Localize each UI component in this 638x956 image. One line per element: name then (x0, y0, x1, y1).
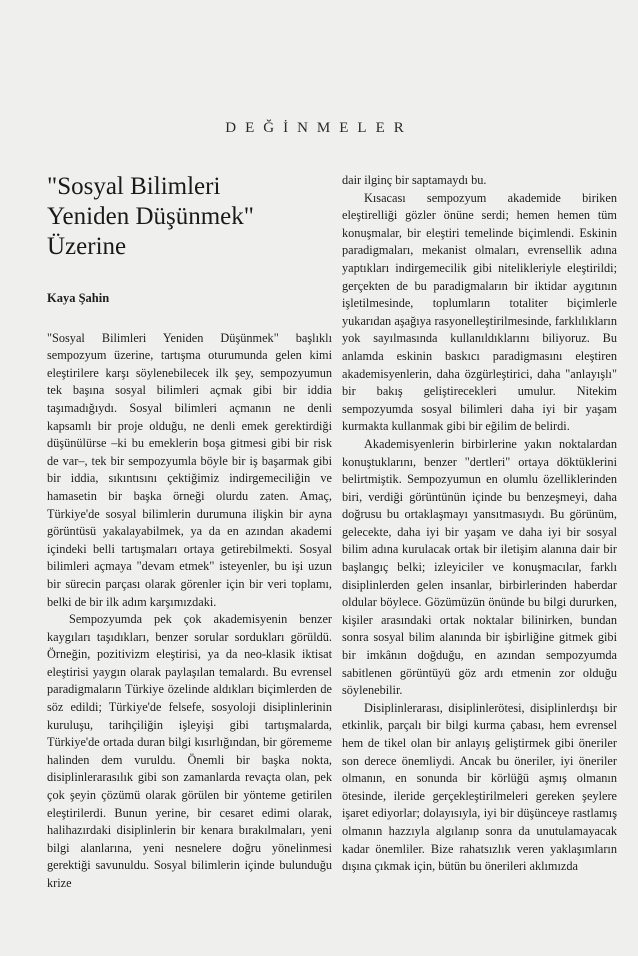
body-paragraph: dair ilginç bir saptamaydı bu. (342, 173, 487, 187)
article-title (47, 172, 332, 262)
body-paragraph: Sempozyumda pek çok akademisyenin benzer kaygıları taşıdıkları, benzer sorular sordukları görüldü. Örneğin, pozitivizm eleştirisi, ya da neo-klasik iktisat eleştirisi yaygın olarak paylaşılan temalardı. Bu evrensel paradigmaların Türkiye özelinde aldıkları biçimlerden de söz edildi; Türkiye'de felsefe, sosyoloji disiplinlerinin kuruluşu, tarihçiliğin işleyişi gibi tartışmalarda, Türkiye'de ortada duran bilgi kısırlığından, bir görememe halinden dem vuruldu. Önemli bir başka nokta, disiplinlerarasılık gibi son zamanlarda revaçta olan, pek çok şeyin çözümü olarak görülen bir yönteme getirilen eleştirilerdi. Bunun yerine, bir cesaret edimi olarak, halihazırdaki disiplinlerin bir kenara bırakılmaları, yeni bilgi alanlarına, yeni nesnelere doğru yönelinmesi gerektiği savunuldu. Sosyal bilimlerin içinde bulunduğu krize (47, 612, 332, 890)
author-name: Kaya Şahin (47, 291, 110, 305)
body-paragraph: "Sosyal Bilimleri Yeniden Düşünmek" başlıklı sempozyum üzerine, tartışma oturumunda gelen kimi eleştirilere karşı söylenebilecek ilk şey, sempozyumun tek başına sosyal bilimleri açmak gibi bir iddia taşımadığıydı. Sosyal bilimleri açmanın ne denli kapsamlı bir proje olduğu, ne denli emek gerektirdiği düşünülürse –ki bu emeklerin boşa gitmesi gibi bir risk de var–, tek bir sempozyumla böyle bir iş başarmak gibi bir iddia, sıkıntısını çektiğimiz indirgemeciliğin ve hamasetin bir başka örneği olurdu zaten. Amaç, Türkiye'de sosyal bilimlerin durumuna ilişkin bir ayna görüntüsü yakalayabilmek, ya da en azından akademi içindeki belli tartışmaları ortaya getirebilmekti. Sosyal bilimleri açmaya "devam etmek" isteyenler, bu işi uzun bir sürecin parçası olarak görenler için bir veri toplamı, belki de bir ilk adım karşımızdaki. (47, 330, 332, 609)
right-column (342, 172, 617, 876)
article-title-line: "Sosyal Bilimleri (47, 173, 221, 200)
article-title-line: Yeniden Düşünmek" (47, 203, 254, 230)
article-title-line: Üzerine (47, 233, 127, 260)
body-paragraph: Kısacası sempozyum akademide biriken eleştirelliği gözler önüne serdi; hemen hemen tüm konuşmalar, bir eleştiri temelinde biçimlendi. Eskinin paradigmaları, mekanist olmaları, evrensellik adına yaptıkları indirgemecilik gibi nitelikleriyle eleştirildi; gerçekten de bu paradigmaların bir iktidar aygıtının işletilmesinde, toplumların totaliter biçimlerle yukarıdan aşağıya rasyonelleştirilmesinde, farklılıkların yok sayılmasında kullanıldıklarını biliyoruz. Bu anlamda eskinin baskıcı paradigmasını eleştiren akademisyenlerin, daha özgürleştirici, daha "anlayışlı" bir bakış geliştirecekleri umulur. Nitekim sempozyumda sosyal bilimleri daha iyi bir yaşam kurmakta kullanmak gibi bir eğilim de belirdi. (342, 190, 617, 434)
body-paragraph: Disiplinlerarası, disiplinlerötesi, disiplinlerdışı bir etkinlik, parçalı bir bilgi kurma çabası, hem evrensel hem de tikel olan bir anlayış geliştirmek gibi öneriler son derece önemliydi. Ancak bu öneriler, iyi öneriler olmanın, en sonunda bir körlüğü aşmış olmanın ötesinde, ileride gerçekleştirilmeleri gereken şeylere işaret ediyorlar; dolayısıyla, iyi bir düşünceye rastlamış olmanın hazzıyla algılanıp sonra da unutulamayacak kadar önemliler. Bize rahatsızlık veren yaklaşımların dışına çıkmak için, bütün bu önerileri aklımızda (342, 700, 617, 874)
body-paragraph: Akademisyenlerin birbirlerine yakın noktalardan konuştuklarını, benzer "dertleri" ortaya döktüklerini belirtmiştik. Sempozyumun en olumlu özelliklerinden biri, verdiği görüntünün içinde bu benzeşmeyi, daha doğrusu bu ortaklaşmayı yansıtmasıydı. Bu görünüm, gelecekte, daha iyi bir yaşam ve daha iyi bir sosyal bilim adına kurulacak ortak bir iletişim alanına dair bir başlangıç belki; izleyiciler ve konuşmacılar, farklı disiplinlerden gelen insanlar, birbirlerinden haberdar oldular böylece. Gözümüzün önünde bu bilgi dururken, kişiler arasındaki ortak noktalar bilinirken, bundan sonra sosyal bilim alanında bir işbirliğine gitmek gibi bir imkânın doğduğu, en azından sempozyumda sabitlenen görüntüyü göz ardı etmenin zor olduğu söylenebilir. (342, 436, 617, 698)
section-header: DEĞİNMELER (225, 120, 413, 136)
left-column (47, 172, 332, 893)
